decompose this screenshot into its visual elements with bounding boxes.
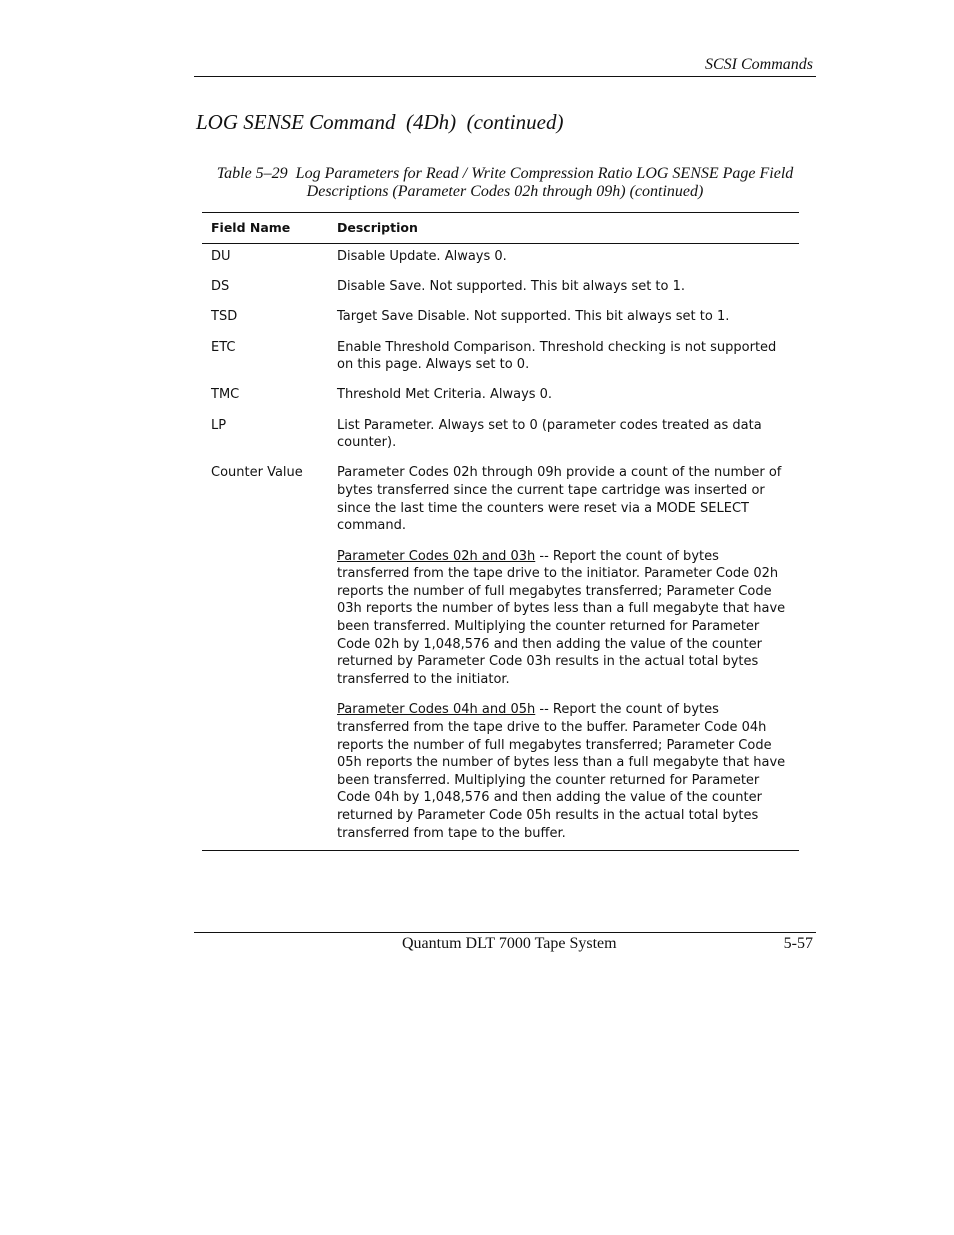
- header-field-name: Field Name: [211, 220, 291, 235]
- table-header: [202, 212, 799, 244]
- header-description: Description: [337, 220, 418, 235]
- running-header: SCSI Commands: [704, 56, 813, 73]
- field-name: DS: [211, 279, 230, 295]
- footer-rule: [194, 932, 816, 933]
- table-row-du: [202, 248, 799, 266]
- table-row-counter-value: [202, 464, 799, 842]
- field-name: TMC: [211, 387, 240, 403]
- footer-title: Quantum DLT 7000 Tape System: [402, 935, 617, 952]
- field-name: TSD: [211, 309, 238, 325]
- table-row-ds: [202, 278, 799, 296]
- codes-04h-05h-text: -- Report the count of bytes transferred from the tape drive to the buffer. Parameter Code 04h reports the number of full megabytes transferred; Parameter Code 05h reports the number of bytes less than a full megabyte that have been transferred. Multiplying the counter returned for Parameter Code 04h by 1,048,576 and then adding the value of the counter returned by Parameter Code 05h results in the actual total bytes transferred from tape to the buffer.: [337, 702, 786, 841]
- table-row-etc: [202, 339, 799, 374]
- field-description: [337, 464, 795, 842]
- field-description: Disable Save. Not supported. This bit always set to 1.: [337, 279, 686, 295]
- field-name: Counter Value: [211, 465, 303, 481]
- field-description: Threshold Met Criteria. Always 0.: [337, 387, 553, 403]
- field-name: DU: [211, 249, 231, 264]
- section-title: LOG SENSE Command (4Dh) (continued): [196, 110, 564, 134]
- codes-02h-03h-heading: Parameter Codes 02h and 03h: [337, 548, 536, 564]
- field-description: Enable Threshold Comparison. Threshold checking is not supported on this page. Always set to 0.: [337, 339, 777, 373]
- field-description-table: [202, 212, 799, 851]
- field-description: Disable Update. Always 0.: [337, 249, 507, 264]
- field-name: LP: [211, 417, 227, 433]
- caption-line-1: Table 5–29 Log Parameters for Read / Write Compression Ratio LOG SENSE Page Field: [216, 165, 794, 182]
- codes-04h-05h-paragraph: [337, 701, 795, 842]
- table-row-tsd: [202, 308, 799, 326]
- field-description: List Parameter. Always set to 0 (parameter codes treated as data counter).: [337, 417, 762, 451]
- field-description: Target Save Disable. Not supported. This bit always set to 1.: [337, 309, 730, 325]
- table-caption: [194, 165, 816, 201]
- codes-04h-05h-heading: Parameter Codes 04h and 05h: [337, 702, 536, 718]
- codes-02h-03h-paragraph: [337, 548, 795, 689]
- page-number: 5-57: [783, 935, 813, 952]
- table-row-tmc: [202, 386, 799, 404]
- caption-line-2: Descriptions (Parameter Codes 02h through 09h) (continued): [306, 183, 704, 200]
- table-row-lp: [202, 417, 799, 452]
- header-rule: [194, 76, 816, 77]
- field-name: ETC: [211, 339, 236, 355]
- table-body: [202, 244, 799, 851]
- counter-overview-paragraph: Parameter Codes 02h through 09h provide a count of the number of bytes transferred since the current tape cartridge was inserted or since the last time the counters were reset via a MODE SELECT command.: [337, 465, 782, 534]
- codes-02h-03h-text: -- Report the count of bytes transferred from the tape drive to the initiator. Parameter Code 02h reports the number of full megabytes transferred; Parameter Code 03h reports the number of bytes less than a full megabyte that have been transferred. Multiplying the counter returned for Parameter Code 02h by 1,048,576 and then adding the value of the counter returned by Parameter Code 03h results in the actual total bytes transferred to the initiator.: [337, 548, 786, 687]
